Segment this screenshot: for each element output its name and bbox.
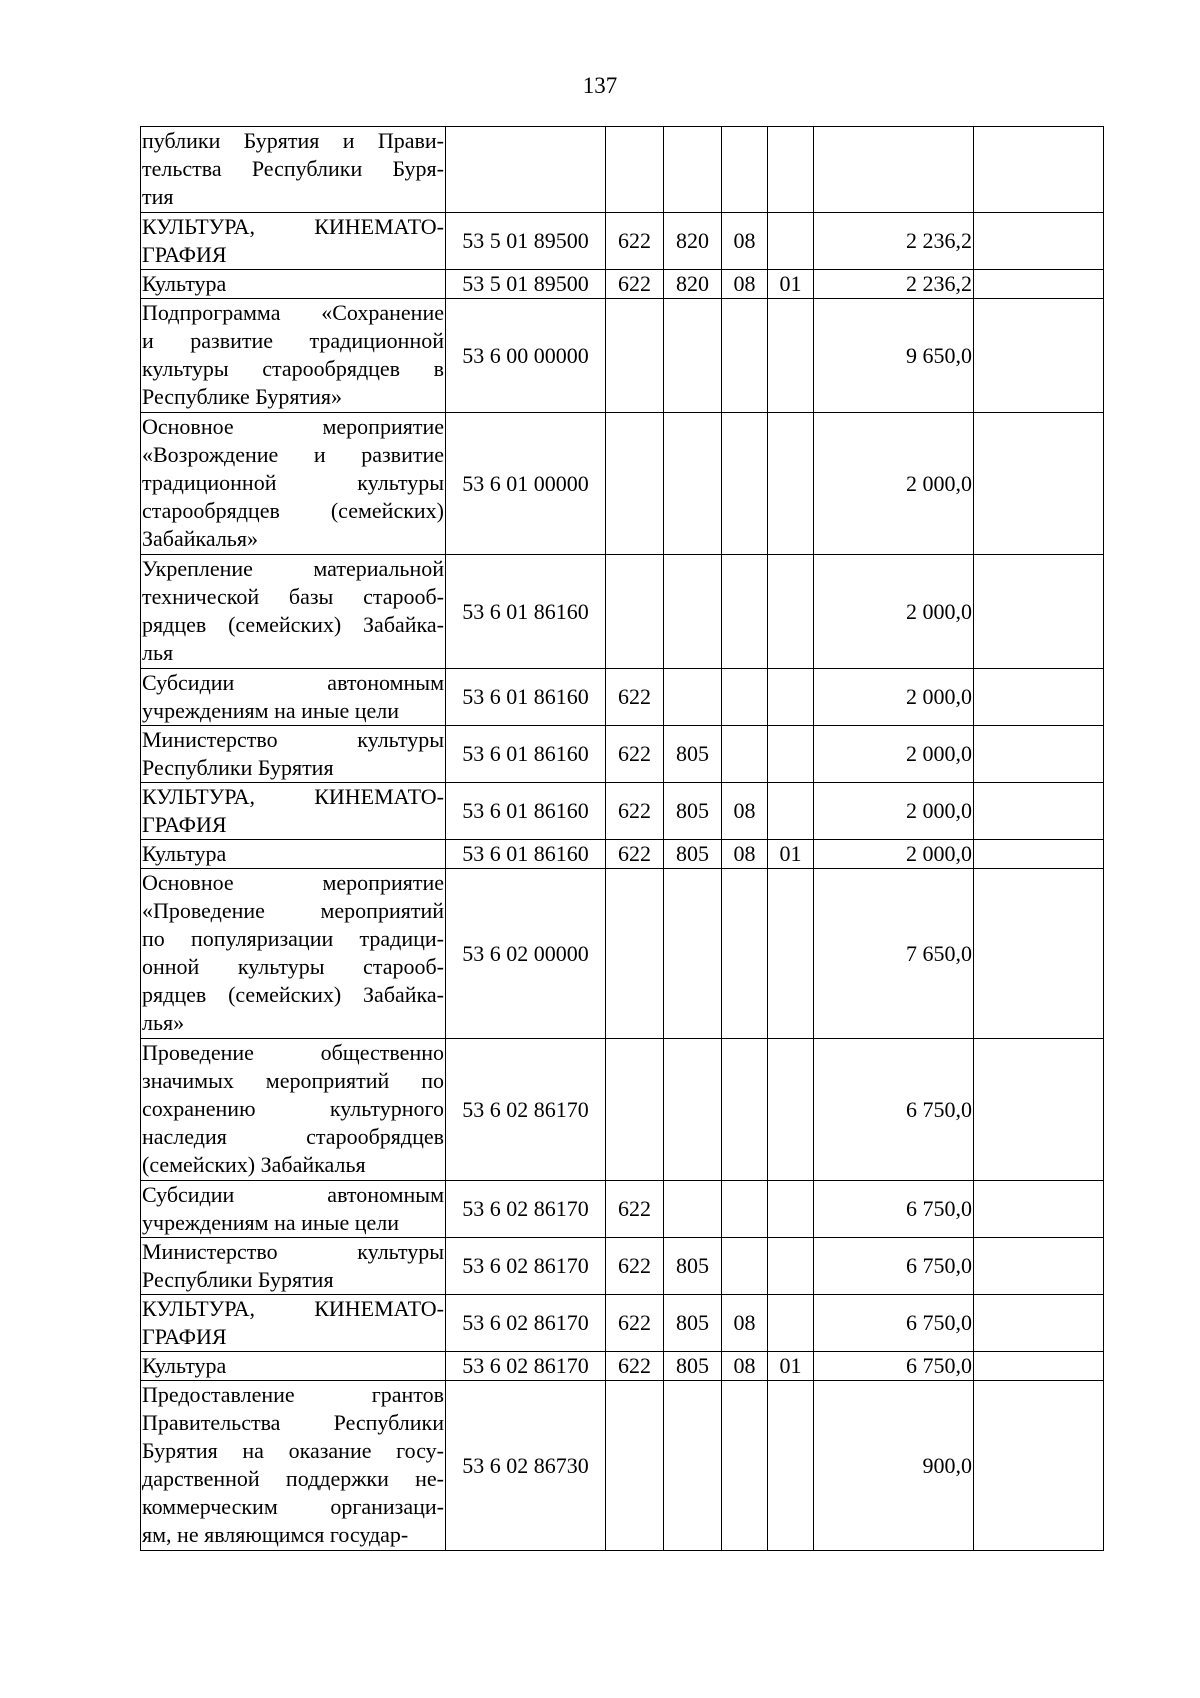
expense-type-cell: 622 (606, 1181, 664, 1238)
expense-type-cell: 622 (606, 1238, 664, 1295)
section-cell: 08 (722, 840, 768, 869)
row-name-line: лья (142, 640, 174, 665)
empty-cell (974, 555, 1104, 669)
empty-cell (974, 127, 1104, 213)
target-article-cell: 53 6 01 86160 (446, 840, 606, 869)
expense-type-cell: 622 (606, 840, 664, 869)
row-name-line: КУЛЬТУРА, КИНЕМАТО- (142, 1296, 444, 1321)
row-name-cell (141, 1181, 446, 1238)
row-name-line: старообрядцев (семейских) (142, 498, 444, 523)
page-number: 137 (582, 73, 618, 98)
row-name-line: Правительства Республики (142, 1410, 444, 1435)
subsection-cell: 01 (768, 1352, 814, 1381)
table-row (141, 840, 1104, 869)
row-name-line: традиционной культуры (142, 470, 444, 495)
target-article-cell: 53 5 01 89500 (446, 213, 606, 270)
row-name-line: Субсидии автономным (142, 670, 444, 695)
subsection-cell (768, 869, 814, 1039)
row-name-line: Основное мероприятие (142, 870, 444, 895)
row-name-line: дарственной поддержки не- (142, 1466, 444, 1491)
row-name-line: учреждениям на иные цели (142, 698, 399, 723)
row-name-line: тельства Республики Буря- (142, 156, 444, 181)
section-cell (722, 1238, 768, 1295)
ministry-code-cell: 805 (664, 840, 722, 869)
expense-type-cell (606, 869, 664, 1039)
expense-type-cell (606, 299, 664, 413)
row-name-cell (141, 1238, 446, 1295)
empty-cell (974, 726, 1104, 783)
amount-cell: 2 000,0 (814, 783, 974, 840)
target-article-cell: 53 6 02 86170 (446, 1181, 606, 1238)
table-row (141, 213, 1104, 270)
row-name-line: КУЛЬТУРА, КИНЕМАТО- (142, 784, 444, 809)
ministry-code-cell: 805 (664, 1295, 722, 1352)
expense-type-cell: 622 (606, 783, 664, 840)
row-name-line: и развитие традиционной (142, 328, 444, 353)
table-row (141, 783, 1104, 840)
amount-cell: 6 750,0 (814, 1039, 974, 1181)
table-row (141, 669, 1104, 726)
amount-cell: 2 000,0 (814, 726, 974, 783)
ministry-code-cell: 820 (664, 213, 722, 270)
row-name-line: Забайкалья» (142, 526, 258, 551)
subsection-cell (768, 299, 814, 413)
expense-type-cell (606, 127, 664, 213)
expense-type-cell: 622 (606, 669, 664, 726)
empty-cell (974, 869, 1104, 1039)
section-cell (722, 869, 768, 1039)
ministry-code-cell: 805 (664, 1352, 722, 1381)
target-article-cell: 53 6 02 86170 (446, 1295, 606, 1352)
amount-cell: 2 236,2 (814, 270, 974, 299)
amount-cell: 2 000,0 (814, 413, 974, 555)
amount-cell (814, 127, 974, 213)
table-row (141, 1238, 1104, 1295)
row-name-line: ГРАФИЯ (142, 242, 227, 267)
subsection-cell (768, 726, 814, 783)
table-row (141, 1352, 1104, 1381)
target-article-cell: 53 5 01 89500 (446, 270, 606, 299)
table-row (141, 1381, 1104, 1551)
ministry-code-cell (664, 413, 722, 555)
section-cell (722, 1381, 768, 1551)
row-name-line: Проведение общественно (142, 1040, 444, 1065)
empty-cell (974, 1295, 1104, 1352)
row-name-line: (семейских) Забайкалья (142, 1152, 366, 1177)
empty-cell (974, 1352, 1104, 1381)
row-name-line: ям, не являющимся государ- (142, 1522, 409, 1547)
row-name-line: «Возрождение и развитие (142, 442, 444, 467)
row-name-line: учреждениям на иные цели (142, 1210, 399, 1235)
empty-cell (974, 413, 1104, 555)
subsection-cell (768, 555, 814, 669)
row-name-cell (141, 270, 446, 299)
section-cell: 08 (722, 1352, 768, 1381)
amount-cell: 6 750,0 (814, 1352, 974, 1381)
row-name-line: Субсидии автономным (142, 1182, 444, 1207)
ministry-code-cell (664, 1039, 722, 1181)
row-name-line: ГРАФИЯ (142, 812, 227, 837)
amount-cell: 900,0 (814, 1381, 974, 1551)
target-article-cell: 53 6 01 86160 (446, 726, 606, 783)
empty-cell (974, 1039, 1104, 1181)
row-name-cell (141, 1295, 446, 1352)
ministry-code-cell (664, 1381, 722, 1551)
amount-cell: 6 750,0 (814, 1181, 974, 1238)
section-cell (722, 127, 768, 213)
row-name-line: Республики Бурятия (142, 755, 334, 780)
row-name-line: Подпрограмма «Сохранение (142, 300, 444, 325)
budget-table (140, 126, 1104, 1551)
row-name-line: значимых мероприятий по (142, 1068, 444, 1093)
ministry-code-cell (664, 1181, 722, 1238)
row-name-line: культуры старообрядцев в (142, 356, 444, 381)
subsection-cell: 01 (768, 270, 814, 299)
table-row (141, 1181, 1104, 1238)
subsection-cell (768, 1181, 814, 1238)
subsection-cell (768, 127, 814, 213)
row-name-cell (141, 669, 446, 726)
row-name-cell (141, 413, 446, 555)
subsection-cell (768, 1238, 814, 1295)
empty-cell (974, 1181, 1104, 1238)
subsection-cell (768, 669, 814, 726)
section-cell: 08 (722, 1295, 768, 1352)
expense-type-cell (606, 413, 664, 555)
row-name-line: Республике Бурятия» (142, 384, 343, 409)
expense-type-cell: 622 (606, 213, 664, 270)
subsection-cell (768, 1381, 814, 1551)
row-name-line: Культура (142, 841, 227, 866)
subsection-cell: 01 (768, 840, 814, 869)
subsection-cell (768, 413, 814, 555)
row-name-line: по популяризации традици- (142, 926, 444, 951)
row-name-line: Министерство культуры (142, 1239, 444, 1264)
section-cell: 08 (722, 270, 768, 299)
row-name-cell (141, 299, 446, 413)
row-name-line: Культура (142, 1353, 227, 1378)
target-article-cell: 53 6 02 00000 (446, 869, 606, 1039)
row-name-line: тия (142, 184, 174, 209)
row-name-cell (141, 1352, 446, 1381)
expense-type-cell: 622 (606, 1352, 664, 1381)
ministry-code-cell (664, 869, 722, 1039)
table-row (141, 127, 1104, 213)
ministry-code-cell (664, 555, 722, 669)
ministry-code-cell (664, 127, 722, 213)
table-row (141, 299, 1104, 413)
expense-type-cell: 622 (606, 270, 664, 299)
target-article-cell: 53 6 01 86160 (446, 783, 606, 840)
row-name-cell (141, 869, 446, 1039)
expense-type-cell (606, 1039, 664, 1181)
row-name-line: сохранению культурного (142, 1096, 444, 1121)
section-cell (722, 555, 768, 669)
section-cell (722, 299, 768, 413)
expense-type-cell: 622 (606, 1295, 664, 1352)
empty-cell (974, 1381, 1104, 1551)
row-name-line: КУЛЬТУРА, КИНЕМАТО- (142, 214, 444, 239)
row-name-cell (141, 213, 446, 270)
section-cell (722, 1039, 768, 1181)
row-name-line: Бурятия на оказание госу- (142, 1438, 444, 1463)
ministry-code-cell: 805 (664, 783, 722, 840)
amount-cell: 2 236,2 (814, 213, 974, 270)
row-name-cell (141, 726, 446, 783)
section-cell (722, 669, 768, 726)
amount-cell: 7 650,0 (814, 869, 974, 1039)
row-name-line: Укрепление материальной (142, 556, 444, 581)
subsection-cell (768, 783, 814, 840)
row-name-line: публики Бурятия и Прави- (142, 128, 444, 153)
empty-cell (974, 1238, 1104, 1295)
row-name-line: лья» (142, 1010, 185, 1035)
expense-type-cell: 622 (606, 726, 664, 783)
table-row (141, 869, 1104, 1039)
section-cell: 08 (722, 213, 768, 270)
table-row (141, 555, 1104, 669)
row-name-cell (141, 840, 446, 869)
row-name-line: Основное мероприятие (142, 414, 444, 439)
row-name-line: наследия старообрядцев (142, 1124, 444, 1149)
row-name-line: ГРАФИЯ (142, 1324, 227, 1349)
target-article-cell (446, 127, 606, 213)
empty-cell (974, 299, 1104, 413)
empty-cell (974, 669, 1104, 726)
ministry-code-cell (664, 299, 722, 413)
row-name-line: рядцев (семейских) Забайка- (142, 982, 444, 1007)
amount-cell: 9 650,0 (814, 299, 974, 413)
target-article-cell: 53 6 01 86160 (446, 555, 606, 669)
row-name-cell (141, 1039, 446, 1181)
row-name-line: рядцев (семейских) Забайка- (142, 612, 444, 637)
empty-cell (974, 840, 1104, 869)
expense-type-cell (606, 1381, 664, 1551)
target-article-cell: 53 6 01 00000 (446, 413, 606, 555)
row-name-line: технической базы старооб- (142, 584, 444, 609)
target-article-cell: 53 6 02 86170 (446, 1238, 606, 1295)
table-row (141, 726, 1104, 783)
row-name-line: Культура (142, 271, 227, 296)
row-name-cell (141, 555, 446, 669)
empty-cell (974, 213, 1104, 270)
row-name-line: коммерческим организаци- (142, 1494, 444, 1519)
table-row (141, 1295, 1104, 1352)
row-name-cell (141, 783, 446, 840)
target-article-cell: 53 6 02 86730 (446, 1381, 606, 1551)
amount-cell: 2 000,0 (814, 555, 974, 669)
section-cell: 08 (722, 783, 768, 840)
amount-cell: 6 750,0 (814, 1238, 974, 1295)
row-name-cell (141, 1381, 446, 1551)
expense-type-cell (606, 555, 664, 669)
amount-cell: 2 000,0 (814, 669, 974, 726)
target-article-cell: 53 6 00 00000 (446, 299, 606, 413)
target-article-cell: 53 6 01 86160 (446, 669, 606, 726)
table-row (141, 270, 1104, 299)
ministry-code-cell (664, 669, 722, 726)
section-cell (722, 726, 768, 783)
empty-cell (974, 783, 1104, 840)
ministry-code-cell: 805 (664, 1238, 722, 1295)
empty-cell (974, 270, 1104, 299)
ministry-code-cell: 805 (664, 726, 722, 783)
row-name-line: Министерство культуры (142, 727, 444, 752)
row-name-line: онной культуры старооб- (142, 954, 444, 979)
section-cell (722, 1181, 768, 1238)
row-name-line: Республики Бурятия (142, 1267, 334, 1292)
subsection-cell (768, 1039, 814, 1181)
row-name-line: Предоставление грантов (142, 1382, 444, 1407)
target-article-cell: 53 6 02 86170 (446, 1039, 606, 1181)
table-row (141, 1039, 1104, 1181)
row-name-cell (141, 127, 446, 213)
ministry-code-cell: 820 (664, 270, 722, 299)
row-name-line: «Проведение мероприятий (142, 898, 444, 923)
target-article-cell: 53 6 02 86170 (446, 1352, 606, 1381)
subsection-cell (768, 213, 814, 270)
subsection-cell (768, 1295, 814, 1352)
section-cell (722, 413, 768, 555)
table-row (141, 413, 1104, 555)
amount-cell: 2 000,0 (814, 840, 974, 869)
amount-cell: 6 750,0 (814, 1295, 974, 1352)
